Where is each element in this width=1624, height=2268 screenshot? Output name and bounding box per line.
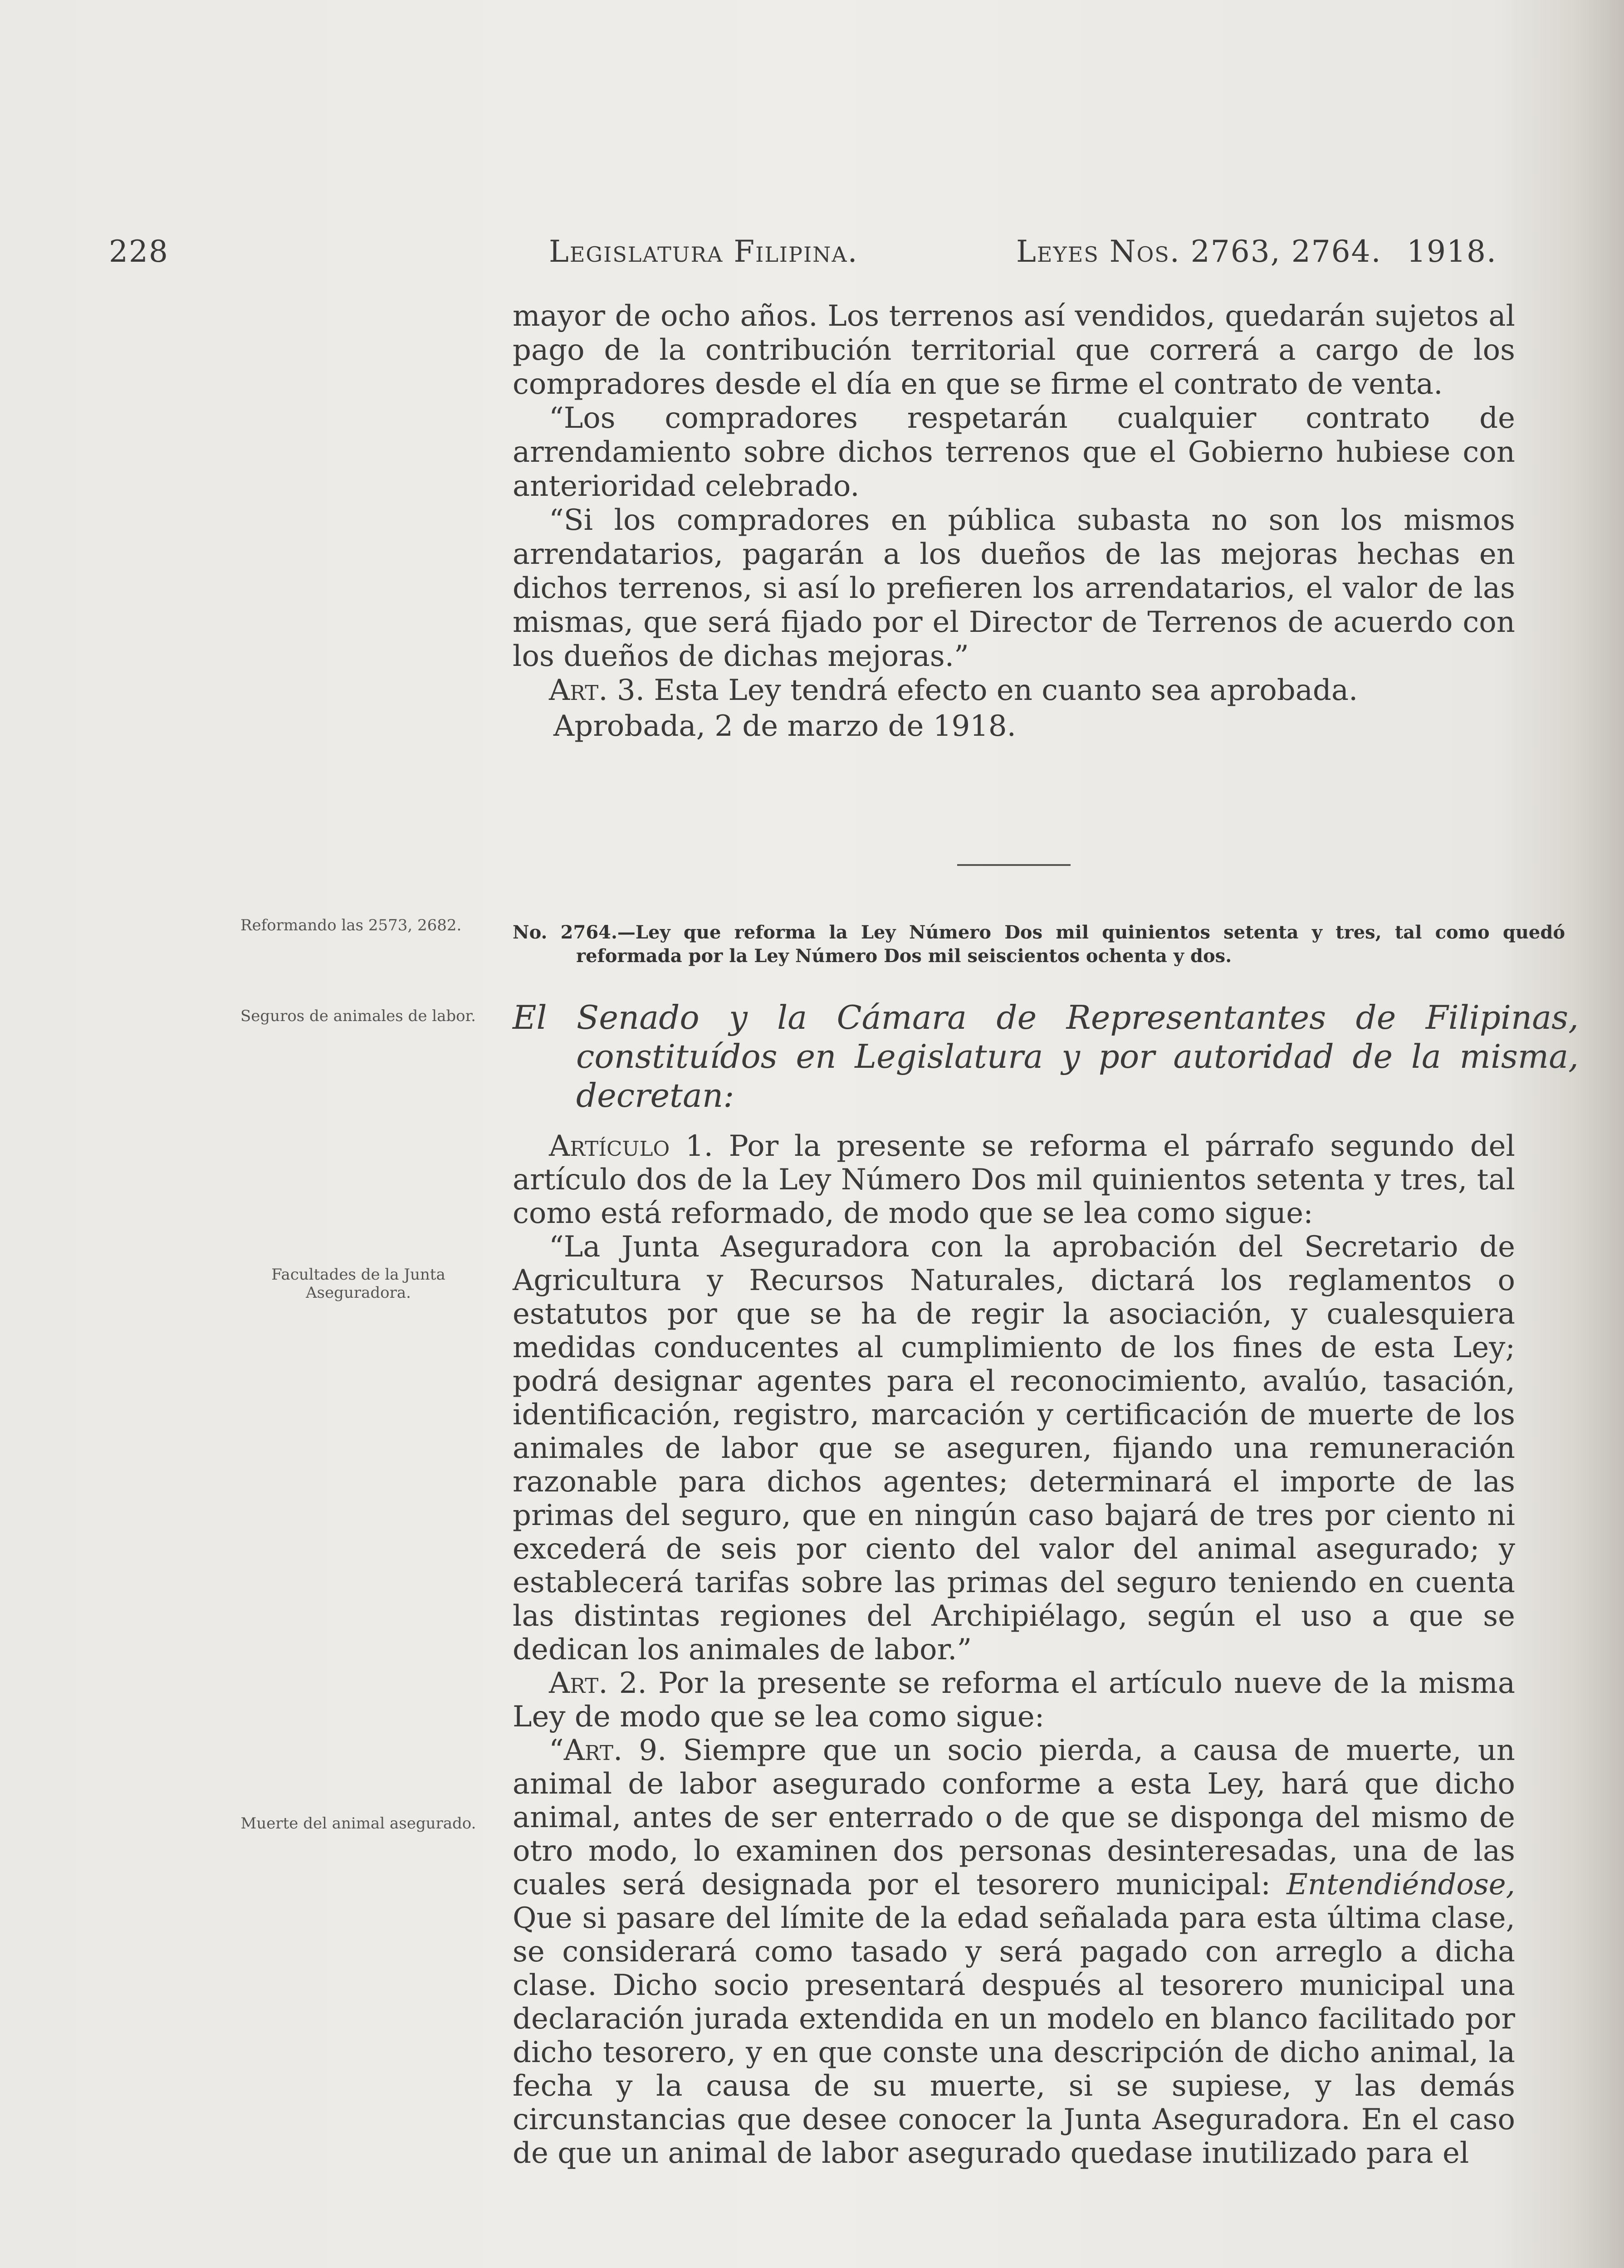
previous-law-continuation (513, 299, 1515, 743)
running-head (109, 227, 1497, 277)
emphasis: Entendiéndose, (1286, 1868, 1516, 1901)
paragraph: mayor de ocho años. Los terrenos así vendidos, quedarán sujetos al pago de la contribución territorial que correrá a cargo de los compradores desde el día en que se firme el contrato de venta. (513, 299, 1515, 401)
section-divider (957, 864, 1071, 866)
paragraph: “Los compradores respetarán cualquier contrato de arrendamiento sobre dichos terrenos que el Gobierno hubiese con anterioridad celebrado. (513, 401, 1515, 503)
approval-date: Aprobada, 2 de marzo de 1918. (553, 709, 1016, 743)
law-heading: No. 2764.—Ley que reforma la Ley Número Dos mil quinientos setenta y tres, tal como quedó reformada por la Ley Número Dos mil seiscientos ochenta y dos. (513, 922, 1565, 967)
article-2 (513, 1667, 1515, 1734)
article-label: Art. 3. (549, 674, 645, 707)
article-9 (513, 1734, 1515, 2170)
article-1 (513, 1129, 1515, 1230)
article-text: Siempre que un socio pierda, a causa de muerte, un animal de labor asegurado conforme a esta Ley, hará que dicho animal, antes de ser enterrado o de que se disponga del mismo de otro modo, lo examinen dos personas desinteresadas, una de las cuales será designada por el tesorero municipal: (513, 1734, 1515, 1901)
article-3 (513, 674, 1515, 708)
quoted-paragraph: “La Junta Aseguradora con la aprobación del Secretario de Agricultura y Recursos Naturales, dictará los reglamentos o estatutos por que se ha de regir la asociación, y cualesquiera medidas conducentes al cumplimiento de los fines de esta Ley; podrá designar agentes para el reconocimiento, avalúo, tasación, identificación, registro, marcación y certificación de muerte de los animales de labor que se aseguren, fijando una remuneración razonable para dichos agentes; determinará el importe de las primas del seguro, que en ningún caso bajará de tres por ciento ni excederá de seis por ciento del valor del animal asegurado; y establecerá tarifas sobre las primas del seguro teniendo en cuenta las distintas regiones del Archipiélago, según el uso a que se dedican los animales de labor.” (513, 1230, 1515, 1667)
margin-note: Seguros de animales de labor. (240, 1007, 476, 1025)
article-label: Art. 2. (549, 1667, 647, 1700)
header-title: Legislatura Filipina. (549, 234, 858, 269)
page-number: 228 (109, 234, 169, 269)
margin-note: Muerte del animal asegurado. (240, 1814, 476, 1833)
margin-note: Reformando las 2573, 2682. (240, 916, 462, 934)
article-text: Por la presente se reforma el párrafo segundo del artículo dos de la Ley Número Dos mil quinientos setenta y tres, tal como está reformado, de modo que se lea como sigue: (513, 1129, 1516, 1230)
margin-note: Facultades de la Junta Aseguradora. (271, 1266, 445, 1302)
paragraph: “Si los compradores en pública subasta no son los mismos arrendatarios, pagarán a los dueños de las mejoras hechas en dichos terrenos, si así lo prefieren los arrendatarios, el valor de las mismas, que será fijado por el Director de Terrenos de acuerdo con los dueños de dichas mejoras.” (513, 503, 1515, 673)
open-quote: “ (549, 1734, 564, 1767)
enacting-clause: El Senado y la Cámara de Representantes de Filipinas, constituídos en Legislatura y por autoridad de la misma, decretan: (513, 998, 1579, 1114)
article-text: Esta Ley tendrá efecto en cuanto sea aprobada. (654, 674, 1358, 707)
article-text: Por la presente se reforma el artículo nueve de la misma Ley de modo que se lea como sigue: (513, 1667, 1516, 1734)
article-text: Que si pasare del límite de la edad señalada para esta última clase, se considerará como tasado y será pagado con arreglo a dicha clase. Dicho socio presentará después al tesorero municipal una declaración jurada extendida en un modelo en blanco facilitado por dicho tesorero, y en que conste una descripción de dicho animal, la fecha y la causa de su muerte, si se supiese, y las demás circunstancias que desee conocer la Junta Aseguradora. En el caso de que un animal de labor asegurado quedase inutilizado para el (513, 1901, 1515, 2170)
article-label: Art. 9. (563, 1734, 667, 1767)
law-2764-body (513, 1129, 1515, 2170)
header-laws: Leyes Nos. 2763, 2764. (1016, 234, 1382, 269)
article-label: Artículo 1. (549, 1129, 713, 1163)
header-year: 1918. (1407, 234, 1497, 269)
